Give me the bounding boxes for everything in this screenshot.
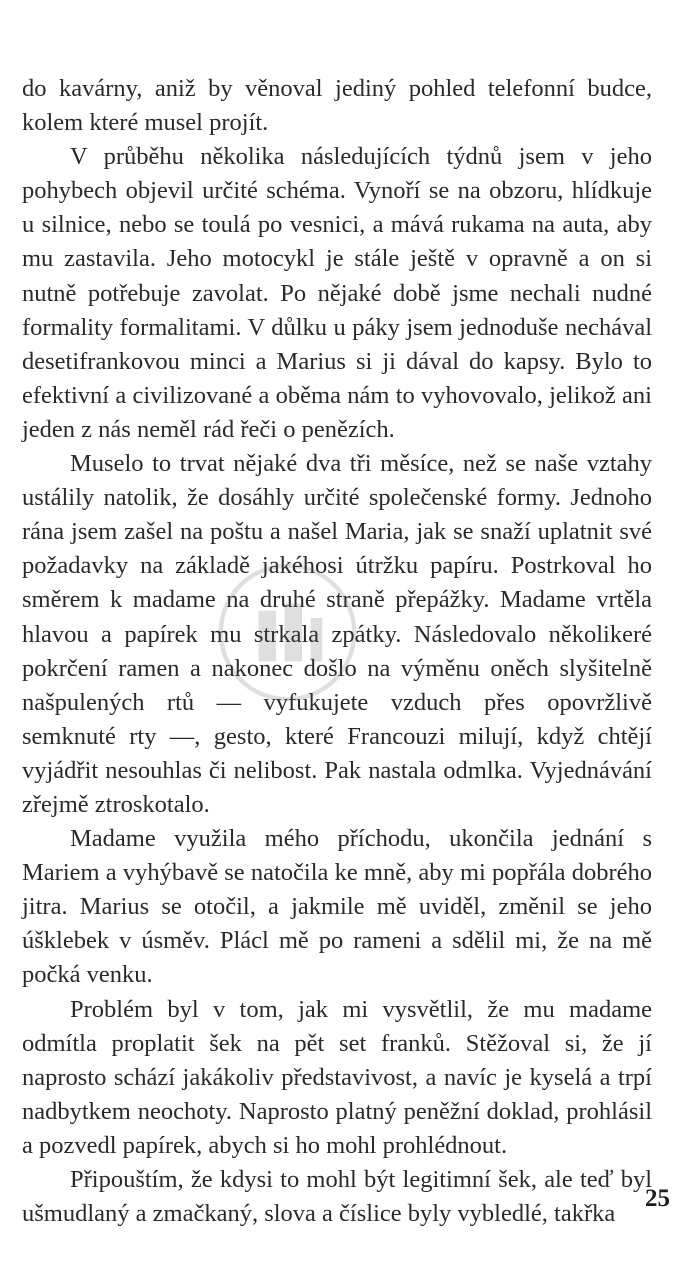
paragraph-5: Problém byl v tom, jak mi vysvětlil, že mu madame odmítla proplatit šek na pět set franků. Stěžoval si, že jí naprosto schází jakákoliv představivost, a navíc je kyselá a trpí nadbytkem neochoty. Naprosto platný peněžní doklad, prohlásil a pozvedl papírek, abych si ho mohl prohlédnout. <box>22 995 652 1159</box>
paragraph-6: Připouštím, že kdysi to mohl být legitimní šek, ale teď byl ušmudlaný a zmačkaný, slova a číslice byly vybledlé, takřka <box>22 1166 652 1228</box>
paragraph-1: do kavárny, aniž by věnoval jediný pohled telefonní budce, kolem které musel projít. <box>22 75 652 137</box>
paragraph-4: Madame využila mého příchodu, ukončila jednání s Mariem a vyhýbavě se natočila ke mně, aby mi popřála dobrého jitra. Marius se otočil, a jakmile mě uviděl, změnil se jeho úšklebek v úsměv. Plácl mě po rameni a sdělil mi, že na mě počká venku. <box>22 825 652 989</box>
body-text <box>22 72 652 1231</box>
page-number: 25 <box>645 1185 670 1212</box>
paragraph-2: V průběhu několika následujících týdnů jsem v jeho pohybech objevil určité schéma. Vynoří se na obzoru, hlídkuje u silnice, nebo se toulá po vesnici, a mává rukama na auta, aby mu zastavila. Jeho motocykl je stále ještě v opravně a on si nutně potřebuje zavolat. Po nějaké době jsme nechali nudné formality formalitami. V důlku u páky jsem jednoduše nechával desetifrankovou minci a Marius si ji dával do kapsy. Bylo to efektivní a civilizované a oběma nám to vyhovovalo, jelikož ani jeden z nás neměl rád řeči o penězích. <box>22 143 652 443</box>
paragraph-3: Muselo to trvat nějaké dva tři měsíce, než se naše vztahy ustálily natolik, že dosáhly určité společenské formy. Jednoho rána jsem zašel na poštu a našel Maria, jak se snaží uplatnit své požadavky na základě jakéhosi útržku papíru. Postrkoval ho směrem k madame na druhé straně přepážky. Madame vrtěla hlavou a papírek mu strkala zpátky. Následovalo několikeré pokrčení ramen a nakonec došlo na výměnu oněch slyšitelně našpulených rtů — vyfukujete vzduch přes opovržlivě semknuté rty —, gesto, které Francouzi milují, když chtějí vyjádřit nesouhlas či nelibost. Pak nastala odmlka. Vyjednávání zřejmě ztroskotalo. <box>22 450 652 818</box>
